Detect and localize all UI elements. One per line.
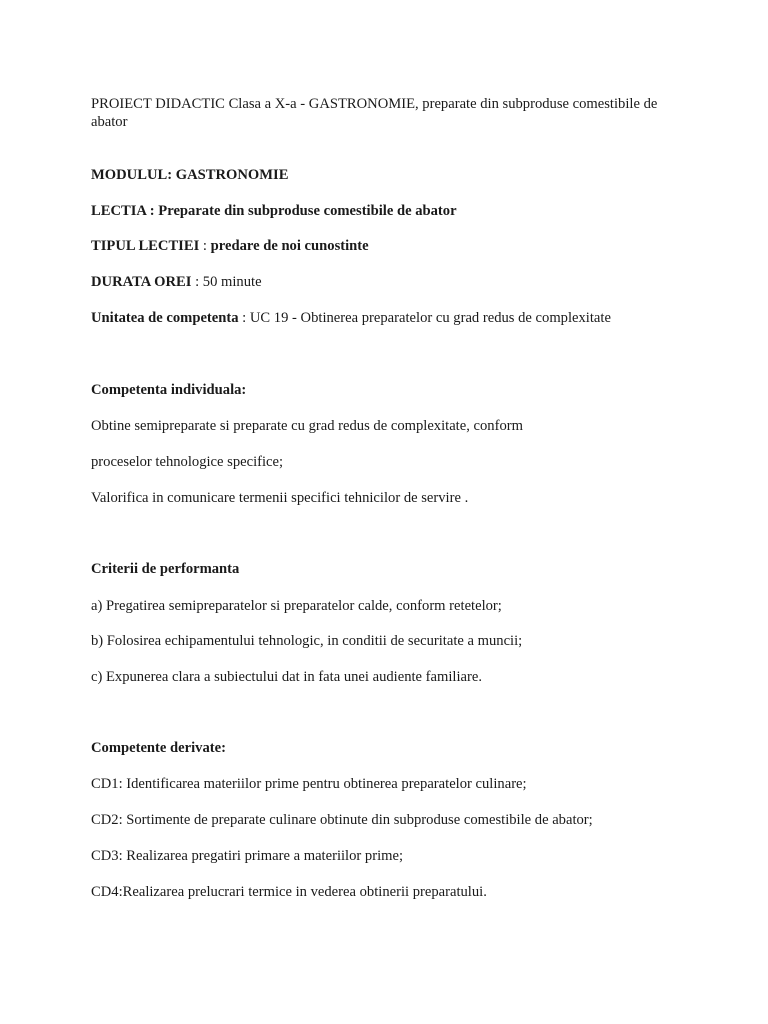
cd4-item: CD4:Realizarea prelucrari termice in vederea obtinerii preparatului.: [91, 884, 487, 900]
durata-orei-label: DURATA OREI: [91, 274, 192, 290]
document-title-line-2: abator: [91, 114, 128, 130]
competente-derivate-heading: Competente derivate:: [91, 740, 226, 756]
durata-orei-value: : 50 minute: [191, 274, 262, 290]
criterii-item-c: c) Expunerea clara a subiectului dat in fata unei audiente familiare.: [91, 669, 483, 685]
durata-orei-row: [91, 273, 691, 291]
document-title-line-1: PROIECT DIDACTIC Clasa a X-a - GASTRONOMIE, preparate din subproduse comestibile de: [91, 96, 658, 112]
tipul-lectiei-value: predare de noi cunostinte: [210, 238, 369, 254]
competenta-line-3: Valorifica in comunicare termenii specifici tehnicilor de servire .: [91, 490, 469, 506]
tipul-lectiei-separator: :: [199, 238, 211, 254]
tipul-lectiei-row: [91, 237, 691, 255]
unitatea-competenta-value: : UC 19 - Obtinerea preparatelor cu grad redus de complexitate: [238, 310, 611, 326]
lectia-heading: LECTIA : Preparate din subproduse comestibile de abator: [91, 203, 457, 219]
modul-heading: MODULUL: GASTRONOMIE: [91, 167, 289, 183]
unitatea-competenta-label: Unitatea de competenta: [91, 310, 239, 326]
tipul-lectiei-label: TIPUL LECTIEI: [91, 238, 200, 254]
criterii-heading: Criterii de performanta: [91, 561, 240, 577]
competenta-individuala-heading: Competenta individuala:: [91, 382, 247, 398]
cd1-item: CD1: Identificarea materiilor prime pentru obtinerea preparatelor culinare;: [91, 776, 527, 792]
unitatea-competenta-row: [91, 309, 691, 327]
criterii-item-a: a) Pregatirea semipreparatelor si preparatelor calde, conform retetelor;: [91, 598, 502, 614]
competenta-line-2: proceselor tehnologice specifice;: [91, 454, 284, 470]
cd3-item: CD3: Realizarea pregatiri primare a materiilor prime;: [91, 848, 404, 864]
competenta-line-1: Obtine semipreparate si preparate cu grad redus de complexitate, conform: [91, 418, 523, 434]
cd2-item: CD2: Sortimente de preparate culinare obtinute din subproduse comestibile de abator;: [91, 812, 593, 828]
criterii-item-b: b) Folosirea echipamentului tehnologic, in conditii de securitate a muncii;: [91, 633, 523, 649]
